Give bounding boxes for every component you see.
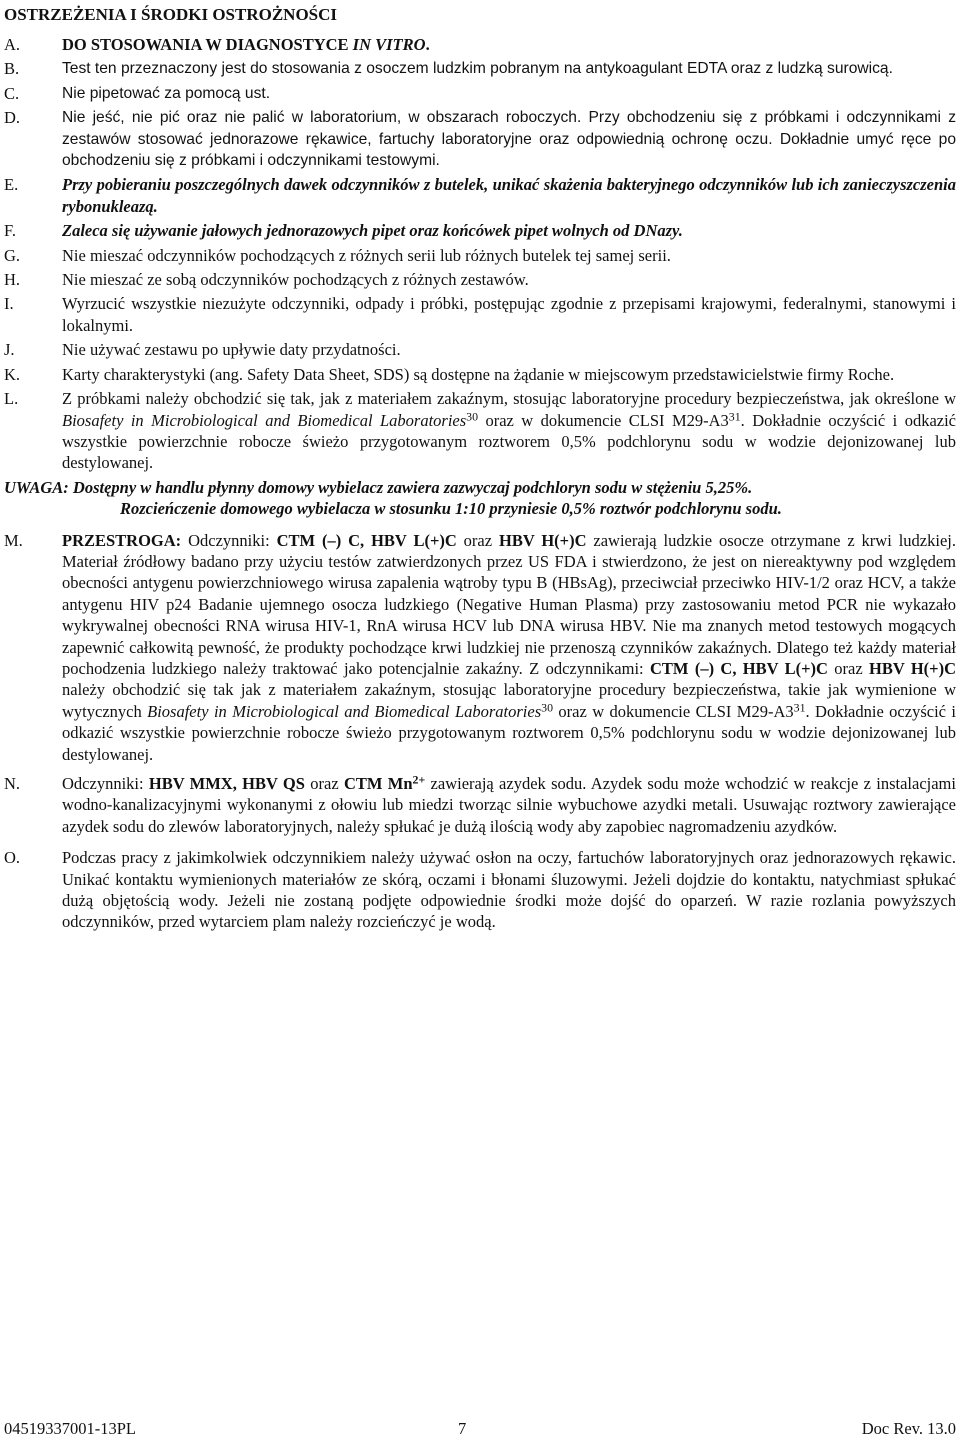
doc-revision: Doc Rev. 13.0 — [861, 1419, 956, 1438]
item-letter: J. — [4, 340, 15, 360]
item-letter: F. — [4, 221, 16, 241]
warnings-list — [4, 34, 956, 936]
item-letter: K. — [4, 364, 21, 384]
list-item-l — [4, 388, 956, 474]
list-item-f — [4, 220, 956, 241]
item-letter: L. — [4, 389, 19, 409]
reference-superscript: 30 — [466, 409, 479, 424]
item-letter: B. — [4, 59, 20, 79]
reference-superscript: 31 — [793, 700, 806, 715]
item-text: PRZESTROGA: Odczynniki: CTM (–) C, HBV L(+)C oraz HBV H(+)C zawierają ludzkie osocze otrzymane z krwi ludzkiej. Materiał źródłowy badano przy użyciu testów zatwierdzonych przez US FDA i stwierdzono, że jest on niereaktywny pod względem obecności antygenu powierzchniowego wirusa zapalenia wątroby typu B (HBsAg), przeciwciał przeciwko HIV-1/2 oraz HCV, a także antygenu HIV p24 Badanie ujemnego osocza ludzkiego (Negative Human Plasma) przy zastosowaniu metod PCR nie wykazało wykrywalnej obecności RNA wirusa HIV-1, RnA wirusa HCV lub DNA wirusa HBV. Nie ma znanych metod testowych mogących zapewnić całkowitą pewność, że produkty pochodzące krwi ludzkiej nie przenoszą czynników zakaźnych. Dlatego też każdy materiał pochodzenia ludzkiego należy traktować jako potencjalnie zakaźny. Z odczynnikami: CTM (–) C, HBV L(+)C oraz HBV H(+)C należy obchodzić się tak jak z materiałem zakaźnym, stosując laboratoryjne procedury bezpieczeństwa, takie jak wymienione w wytycznych Biosafety in Microbiological and Biomedical Laboratories$^{30}$ oraz w dokumencie CLSI $M29-A3^{31}$. Dokładnie oczyścić i odkazić wszystkie powierzchnie robocze świeżo przygotowanym roztworem 0,5% podchlorynu sodu w wodzie dejonizowanej lub destylowanej. — [62, 530, 956, 764]
item-text: Test ten przeznaczony jest do stosowania z osoczem ludzkim pobranym na antykoagulant EDTA oraz z ludzką surowicą. — [62, 60, 893, 78]
list-item-i — [4, 293, 956, 336]
item-letter: N. — [4, 774, 21, 793]
page-number: 7 — [458, 1419, 467, 1438]
item-letter: H. — [4, 270, 21, 290]
item-text: Zaleca się używanie jałowych jednorazowych pipet oraz końcówek pipet wolnych od DNazy. — [62, 221, 683, 241]
item-text: Z próbkami należy obchodzić się tak, jak z materiałem zakaźnym, stosując laboratoryjne procedury bezpieczeństwa, jak określone w Biosafety in Microbiological and Biomedical Laboratories$^{30}$ oraz w dokumencie CLSI $M29-A3^{31}$. Dokładnie oczyścić i odkazić wszystkie powierzchnie robocze świeżo przygotowanym roztworem 0,5% podchlorynu sodu w wodzie dejonizowanej lub destylowanej. — [62, 389, 956, 473]
item-letter: G. — [4, 245, 21, 265]
caution-label: PRZESTROGA: — [62, 530, 182, 550]
list-item-d — [4, 107, 956, 171]
item-letter: I. — [4, 294, 14, 314]
note-line-2: Rozcieńczenie domowego wybielacza w stosunku 1:10 przyniesie 0,5% roztwór podchlorynu sodu. — [120, 499, 782, 519]
note-block — [4, 477, 956, 520]
item-text: Nie mieszać odczynników pochodzących z różnych serii lub różnych butelek tej samej serii. — [62, 245, 671, 265]
item-letter: E. — [4, 175, 19, 195]
list-item-c — [4, 83, 956, 104]
item-letter: C. — [4, 83, 20, 103]
list-item-b — [4, 58, 956, 79]
item-text: Podczas pracy z jakimkolwiek odczynnikiem należy używać osłon na oczy, fartuchów laboratoryjnych oraz jednorazowych rękawic. Unikać kontaktu wymienionych materiałów ze skórą, oczami i błonami śluzowymi. Jeżeli dojdzie do kontaktu, natychmiast spłukać dużą objętością wody. Jeżeli nie zostaną podjęte odpowiednie środki może dojść do oparzeń. W razie rozlania powyższych odczynników, przed wytarciem plam należy rozcieńczyć je wodą. — [62, 848, 956, 932]
reference-superscript: 30 — [541, 700, 554, 715]
item-text: Nie jeść, nie pić oraz nie palić w laboratorium, w obszarach roboczych. Przy obchodzeniu się z próbkami i odczynnikami z zestawów stosować jednorazowe rękawice, fartuchy laboratoryjne oraz odpowiednią ochronę oczu. Dokładnie umyć ręce po obchodzeniu się z próbkami i odczynnikami testowymi. — [62, 109, 956, 170]
list-item-m — [4, 530, 956, 765]
reference-superscript: 31 — [728, 409, 741, 424]
biosafety-reference: Biosafety in Microbiological and Biomedical Laboratories — [62, 410, 467, 430]
charge-superscript: 2+ — [412, 772, 426, 787]
note-line-1: UWAGA: Dostępny w handlu płynny domowy wybielacz zawiera zazwyczaj podchloryn sodu w stężeniu 5,25%. — [4, 477, 753, 497]
list-item-k — [4, 364, 956, 385]
item-letter: O. — [4, 848, 21, 868]
item-text: DO STOSOWANIA W DIAGNOSTYCE IN VITRO. — [62, 35, 430, 54]
doc-number: 04519337001-13PL — [4, 1419, 136, 1438]
item-letter: M. — [4, 530, 23, 550]
list-item-h — [4, 269, 956, 290]
item-text: Nie pipetować za pomocą ust. — [62, 84, 271, 102]
list-item-j — [4, 339, 956, 360]
item-letter: D. — [4, 108, 21, 128]
section-heading: OSTRZEŻENIA I ŚRODKI OSTROŻNOŚCI — [4, 5, 338, 24]
biosafety-reference: Biosafety in Microbiological and Biomedical Laboratories — [147, 701, 542, 721]
item-text: Karty charakterystyki (ang. Safety Data Sheet, SDS) są dostępne na żądanie w miejscowym przedstawicielstwie firmy Roche. — [62, 364, 895, 384]
page-footer — [4, 1419, 956, 1439]
item-text: Nie używać zestawu po upływie daty przydatności. — [62, 340, 401, 360]
item-text: Nie mieszać ze sobą odczynników pochodzących z różnych zestawów. — [62, 270, 529, 290]
list-item-o — [4, 847, 956, 933]
item-text: Wyrzucić wszystkie niezużyte odczynniki, odpady i próbki, postępując zgodnie z przepisami krajowymi, federalnymi, stanowymi i lokalnymi. — [62, 294, 956, 335]
list-item-g — [4, 245, 956, 266]
item-letter: A. — [4, 35, 21, 54]
list-item-a — [4, 34, 956, 55]
list-item-n — [4, 773, 956, 837]
item-text: Odczynniki: HBV MMX, HBV QS oraz CTM $Mn^{2+}$ zawierają azydek sodu. Azydek sodu może wchodzić w reakcje z instalacjami wodno-kanalizacyjnymi wykonanymi z ołowiu lub miedzi tworząc silnie wybuchowe azydki metali. Usuwając roztwory zawierające azydek sodu do zlewów laboratoryjnych, należy spłukać je dużą ilością wody aby zapobiec nagromadzeniu azydków. — [62, 772, 956, 836]
list-item-e — [4, 174, 956, 217]
item-text: Przy pobieraniu poszczególnych dawek odczynników z butelek, unikać skażenia bakteryjnego odczynników lub ich zanieczyszczenia rybonukleazą. — [62, 175, 956, 216]
